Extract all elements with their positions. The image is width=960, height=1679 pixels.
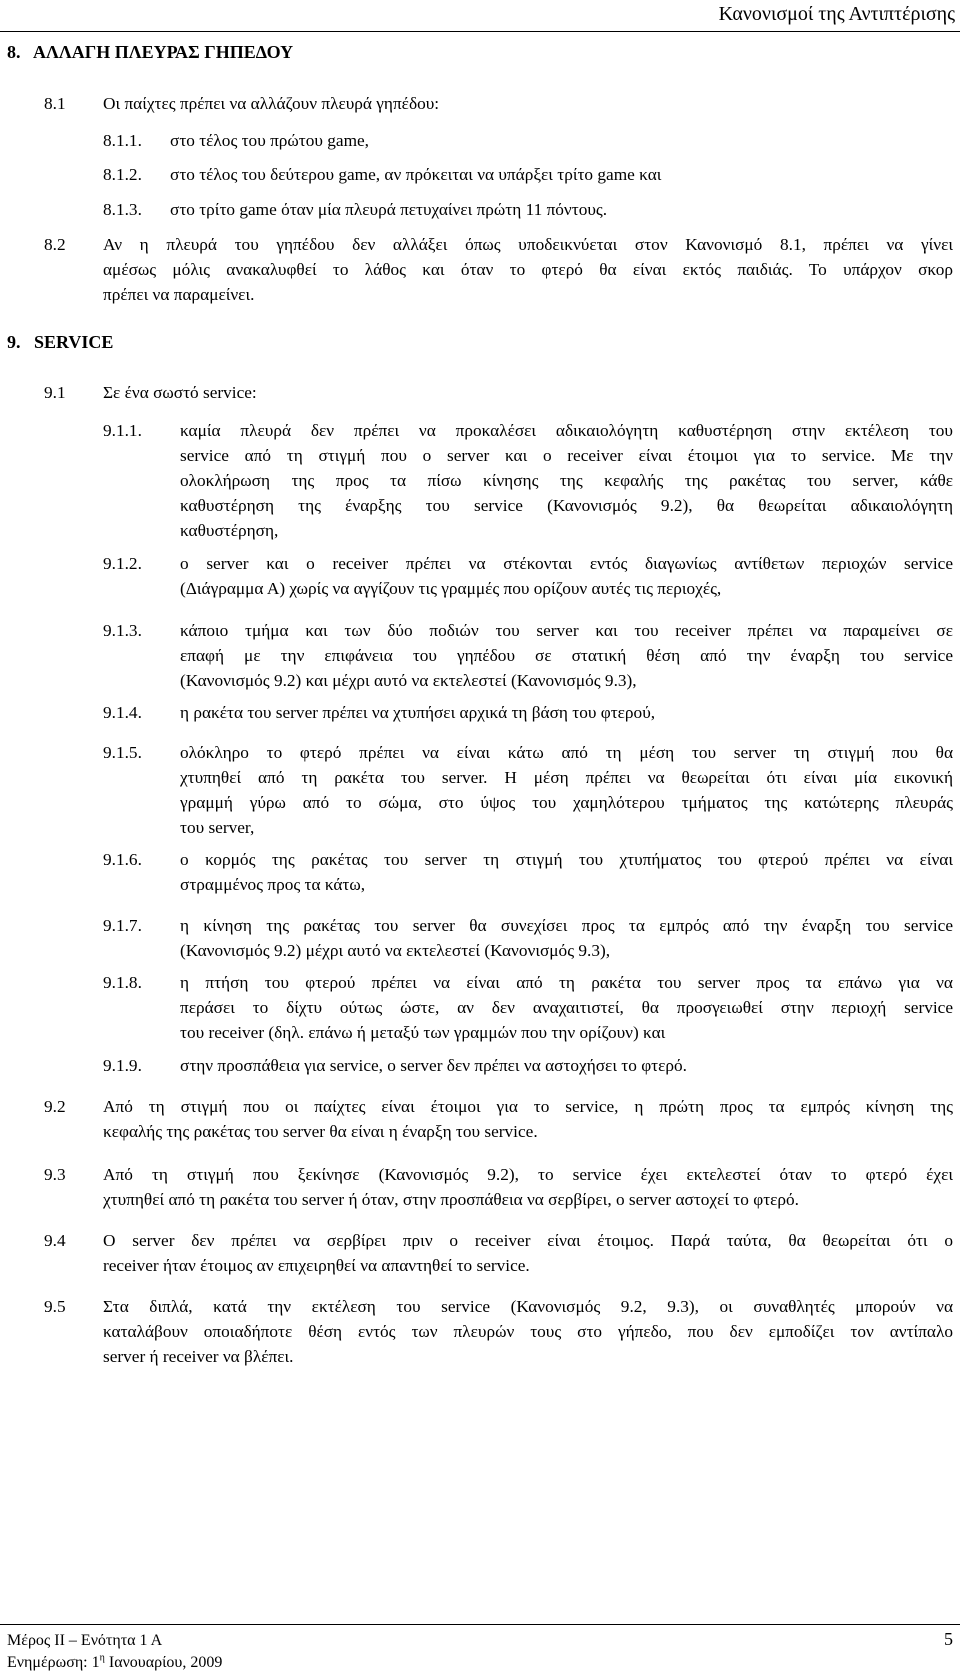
rule-8-1-text: Οι παίχτες πρέπει να αλλάζουν πλευρά γηπέδου: xyxy=(103,94,440,113)
rule-9-1-5-text: ολόκληρο το φτερό πρέπει να είναι κάτω από τη μέση του server τη στιγμή που θα χτυπηθεί από τη ρακέτα του server. Η μέση πρέπει να θεωρείται ότι είναι μία εικονική γραμμή γύρω από το σώμα, στο ύψος του χαμηλότερου τμήματος της κατώτερης πλευράς του server, xyxy=(180,743,953,837)
footer-rule xyxy=(0,1624,960,1625)
rule-9-3-number: 9.3 xyxy=(44,1165,66,1184)
rule-9-1-1-text: καμία πλευρά δεν πρέπει να προκαλέσει αδικαιολόγητη καθυστέρηση στην εκτέλεση του service από τη στιγμή που ο server και ο receiver είναι έτοιμοι για το service. Με την ολοκλήρωση της προς τα πίσω κίνησης της κεφαλής της ρακέτας του server, κάθε καθυστέρηση της έναρξης του service (Κανονισμός 9.2), θα θεωρείται αδικαιολόγητη καθυστέρηση, xyxy=(180,421,953,540)
rule-9-1-9-text: στην προσπάθεια για service, ο server δεν πρέπει να αστοχήσει το φτερό. xyxy=(180,1056,687,1075)
page-number: 5 xyxy=(944,1629,953,1649)
rule-8-1-3-text: στο τρίτο game όταν μία πλευρά πετυχαίνει πρώτη 11 πόντους. xyxy=(170,200,608,219)
rule-9-1-3-text: κάποιο τμήμα και των δύο ποδιών του server και του receiver πρέπει να παραμείνει σε επαφή με την επιφάνεια του γηπέδου σε στατική θέση από την έναρξη του service (Κανονισμός 9.2) και μέχρι αυτό να εκτελεστεί (Κανονισμός 9.3), xyxy=(180,621,953,690)
header-rule xyxy=(0,31,960,32)
rule-9-3-text: Από τη στιγμή που ξεκίνησε (Κανονισμός 9.2), το service έχει εκτελεστεί όταν το φτερό έχει χτυπηθεί από τη ρακέτα του server ή όταν, στην προσπάθεια να σερβίρει, ο server αστοχεί το φτερό. xyxy=(103,1165,953,1209)
section-9-heading: 9. SERVICE xyxy=(7,332,114,352)
rule-8-1-2-text: στο τέλος του δεύτερου game, αν πρόκειται να υπάρξει τρίτο game και xyxy=(170,165,662,184)
running-header: Κανονισμοί της Αντιπτέρισης xyxy=(718,3,955,25)
footer-part: Μέρος ΙΙ – Ενότητα 1 Α xyxy=(7,1632,163,1649)
rule-9-1-text: Σε ένα σωστό service: xyxy=(103,383,257,402)
rule-9-2-text: Από τη στιγμή που οι παίχτες είναι έτοιμοι για το service, η πρώτη προς τα εμπρός κίνηση της κεφαλής της ρακέτας του server θα είναι η έναρξη του service. xyxy=(103,1097,953,1141)
rule-8-2-text: Αν η πλευρά του γηπέδου δεν αλλάξει όπως υποδεικνύεται στον Κανονισμό 8.1, πρέπει να γίνει αμέσως μόλις ανακαλυφθεί το λάθος και όταν το φτερό θα είναι εκτός παιδιάς. Το υπάρχον σκορ πρέπει να παραμείνει. xyxy=(103,235,953,304)
rule-9-5-text: Στα διπλά, κατά την εκτέλεση του service (Κανονισμός 9.2, 9.3), οι συναθλητές μπορούν να καταλάβουν οποιαδήποτε θέση εντός των πλευρών τους στο γήπεδο, που δεν εμποδίζει τον αντίπαλο server ή receiver να βλέπει. xyxy=(103,1297,953,1366)
rule-9-1-8-number: 9.1.8. xyxy=(103,973,142,992)
rule-9-1-1-number: 9.1.1. xyxy=(103,421,142,440)
rule-9-2-number: 9.2 xyxy=(44,1097,66,1116)
rule-9-1-5-number: 9.1.5. xyxy=(103,743,142,762)
footer-update: Ενημέρωση: $1^\eta$ Ιανουαρίου, 2009 xyxy=(7,1652,223,1671)
rule-9-1-2-number: 9.1.2. xyxy=(103,554,142,573)
rule-9-1-7-text: η κίνηση της ρακέτας του server θα συνεχίσει προς τα εμπρός από την έναρξη του service (Κανονισμός 9.2) μέχρι αυτό να εκτελεστεί (Κανονισμός 9.3), xyxy=(180,916,953,960)
rule-8-1-1-number: 8.1.1. xyxy=(103,131,142,150)
section-8-heading: 8. ΑΛΛΑΓΗ ΠΛΕΥΡΑΣ ΓΗΠΕΔΟΥ xyxy=(7,42,294,62)
rule-9-1-4-text: η ρακέτα του server πρέπει να χτυπήσει αρχικά τη βάση του φτερού, xyxy=(180,703,656,722)
rule-8-1-2-number: 8.1.2. xyxy=(103,165,142,184)
rule-9-1-6-number: 9.1.6. xyxy=(103,850,142,869)
rule-9-1-4-number: 9.1.4. xyxy=(103,703,142,722)
rule-8-1-number: 8.1 xyxy=(44,94,66,113)
rule-8-1-1-text: στο τέλος του πρώτου game, xyxy=(170,131,369,150)
rule-9-4-number: 9.4 xyxy=(44,1231,66,1250)
rule-9-1-number: 9.1 xyxy=(44,383,66,402)
rule-9-1-7-number: 9.1.7. xyxy=(103,916,142,935)
rule-9-1-2-text: ο server και ο receiver πρέπει να στέκονται εντός διαγωνίως αντίθετων περιοχών service (Διάγραμμα Α) χωρίς να αγγίζουν τις γραμμές που ορίζουν αυτές τις περιοχές, xyxy=(180,554,953,598)
rule-9-1-6-text: ο κορμός της ρακέτας του server τη στιγμή του χτυπήματος του φτερού πρέπει να είναι στραμμένος προς τα κάτω, xyxy=(180,850,953,894)
rule-8-1-3-number: 8.1.3. xyxy=(103,200,142,219)
rule-9-4-text: Ο server δεν πρέπει να σερβίρει πριν ο receiver είναι έτοιμος. Παρά ταύτα, θα θεωρείται ότι ο receiver ήταν έτοιμος αν επιχειρηθεί να απαντηθεί το service. xyxy=(103,1231,953,1275)
rule-9-1-3-number: 9.1.3. xyxy=(103,621,142,640)
rule-9-1-8-text: η πτήση του φτερού πρέπει να είναι από τη ρακέτα του server προς τα επάνω για να περάσει το δίχτυ ούτως ώστε, αν δεν αναχαιτιστεί, θα προσγειωθεί στην περιοχή service του receiver (δηλ. επάνω ή μεταξύ των γραμμών που την ορίζουν) και xyxy=(180,973,953,1042)
rule-8-2-number: 8.2 xyxy=(44,235,66,254)
rule-9-1-9-number: 9.1.9. xyxy=(103,1056,142,1075)
rule-9-5-number: 9.5 xyxy=(44,1297,66,1316)
